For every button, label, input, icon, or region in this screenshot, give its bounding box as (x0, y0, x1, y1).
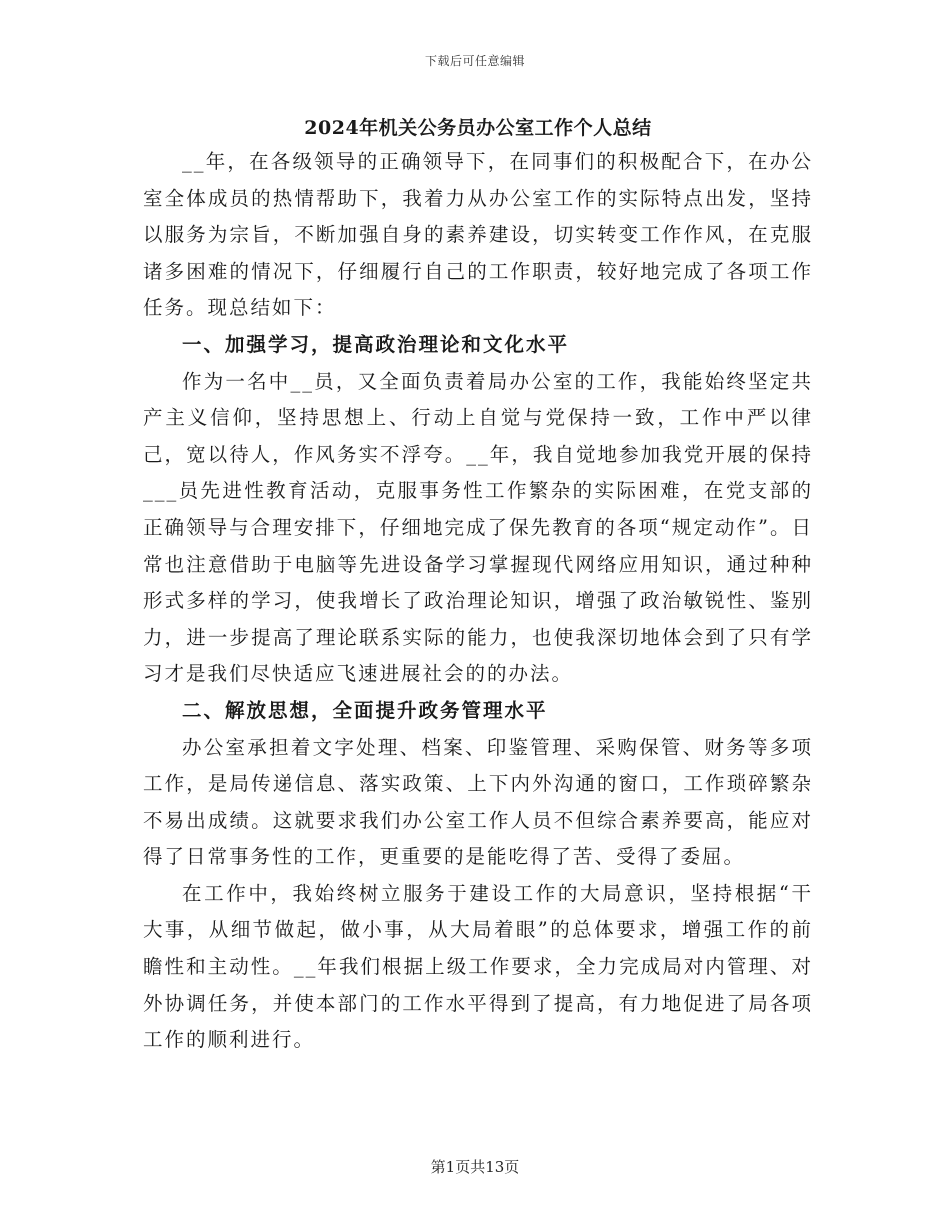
page-header-note: 下载后可任意编辑 (424, 54, 525, 68)
section-2-paragraph-2: 在工作中，我始终树立服务于建设工作的大局意识，坚持根据“干大事，从细节做起，做小事，从大局着眼”的总体要求，增强工作的前瞻性和主动性。__年我们根据上级工作要求，全力完成局对内管理、对外协调任务，并使本部门的工作水平得到了提高，有力地促进了局各项工作的顺利进行。 (143, 881, 813, 1052)
section-2-paragraph-1: 办公室承担着文字处理、档案、印鉴管理、采购保管、财务等多项工作，是局传递信息、落实政策、上下内外沟通的窗口，工作琐碎繁杂不易出成绩。这就要求我们办公室工作人员不但综合素养要高，能应对得了日常事务性的工作，更重要的是能吃得了苦、受得了委屈。 (143, 735, 813, 869)
intro-paragraph: __年，在各级领导的正确领导下，在同事们的积极配合下，在办公室全体成员的热情帮助下，我着力从办公室工作的实际特点出发，坚持以服务为宗旨，不断加强自身的素养建设，切实转变工作作风，在克服诸多困难的情况下，仔细履行自己的工作职责，较好地完成了各项工作任务。现总结如下： (143, 150, 813, 320)
section-heading-1: 一、加强学习，提高政治理论和文化水平 (182, 332, 570, 356)
document-title: 2024年机关公务员办公室工作个人总结 (304, 117, 652, 139)
section-1-paragraph: 作为一名中__员，又全面负责着局办公室的工作，我能始终坚定共产主义信仰，坚持思想上、行动上自觉与党保持一致，工作中严以律己，宽以待人，作风务实不浮夸。__年，我自觉地参加我党开展的保持___员先进性教育活动，克服事务性工作繁杂的实际困难，在党支部的正确领导与合理安排下，仔细地完成了保先教育的各项“规定动作”。日常也注意借助于电脑等先进设备学习掌握现代网络应用知识，通过种种形式多样的学习，使我增长了政治理论知识，增强了政治敏锐性、鉴别力，进一步提高了理论联系实际的能力，也使我深切地体会到了只有学习才是我们尽快适应飞速进展社会的的办法。 (143, 369, 813, 686)
page-number: 第1页共13页 (430, 1158, 520, 1176)
section-heading-2: 二、解放思想，全面提升政务管理水平 (182, 698, 548, 722)
document-body (143, 112, 813, 1059)
